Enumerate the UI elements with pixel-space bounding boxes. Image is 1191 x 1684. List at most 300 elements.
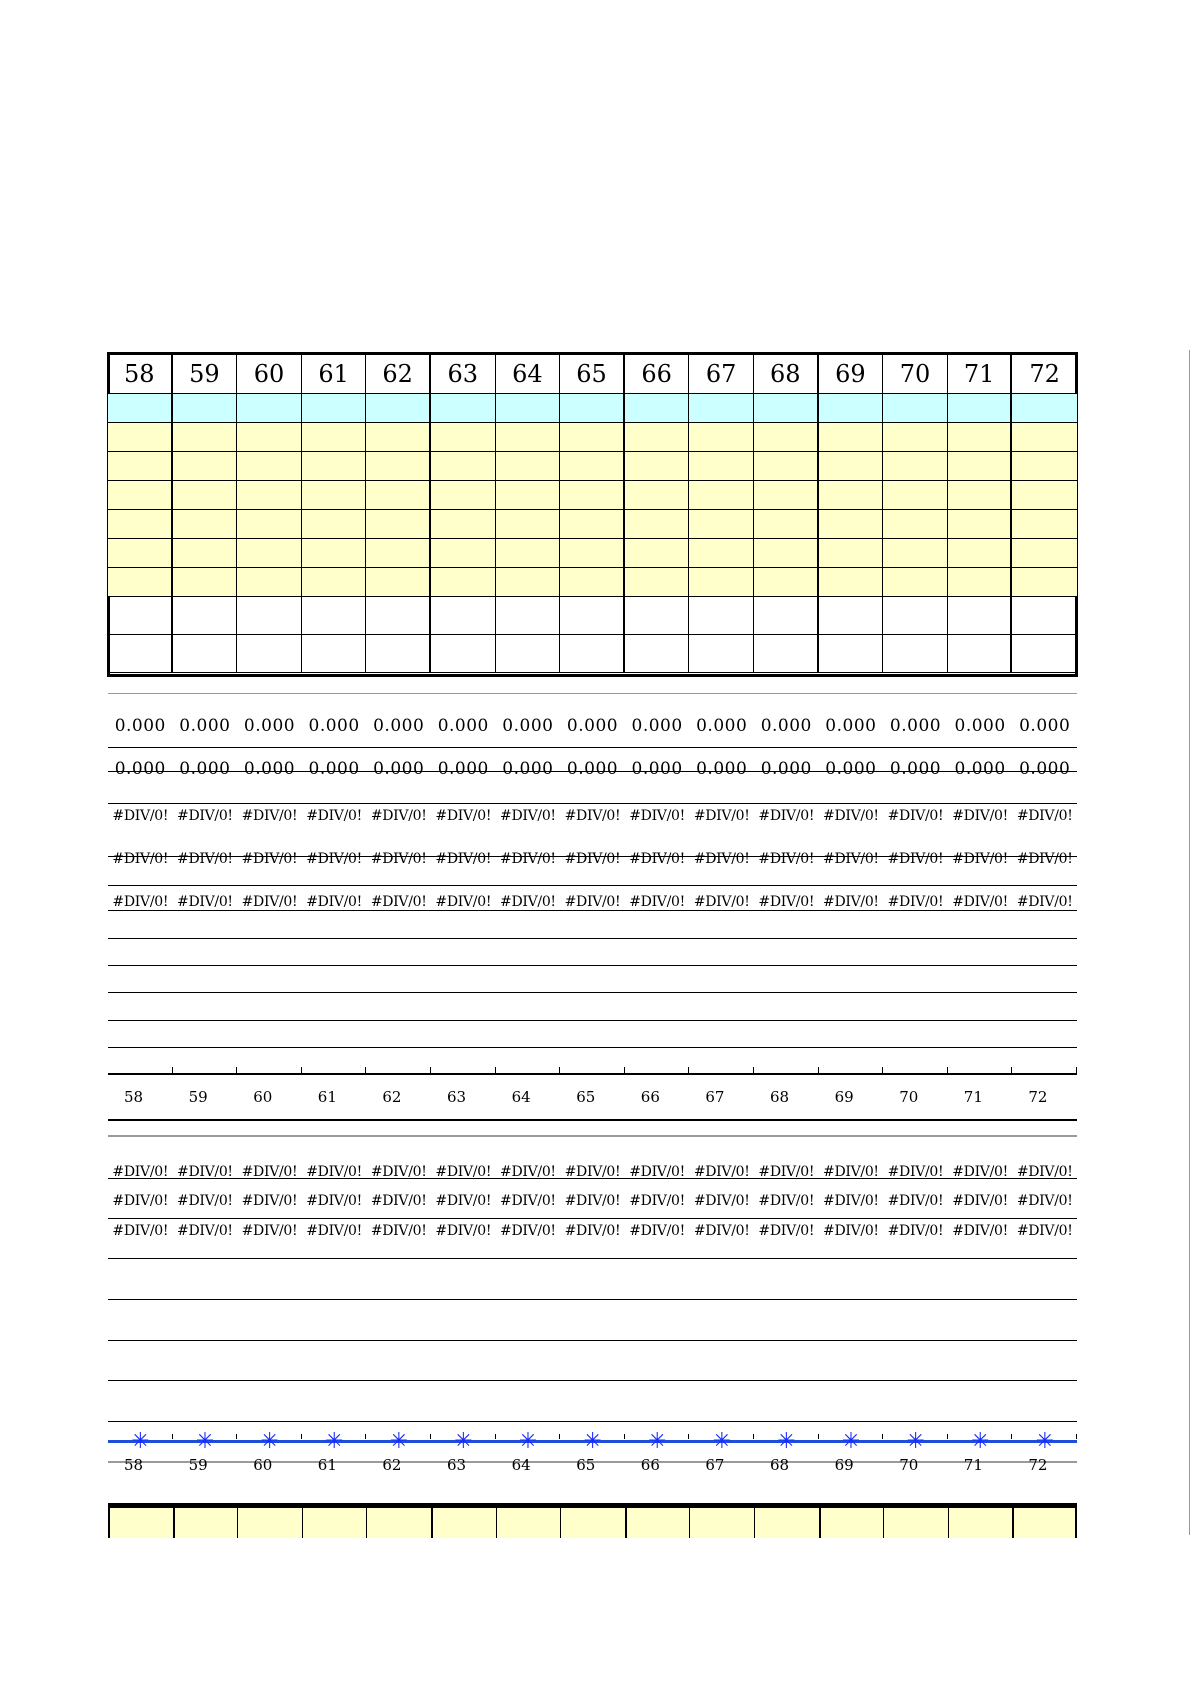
table-cell <box>108 510 173 539</box>
value-cell: #DIV/0! <box>500 1223 556 1239</box>
table-cell <box>819 510 884 539</box>
table-cell <box>948 510 1013 539</box>
axis-tick <box>688 1434 689 1439</box>
value-cell: #DIV/0! <box>435 808 492 824</box>
table-cell <box>948 1508 1013 1538</box>
table-cell <box>883 1508 948 1538</box>
table-cell <box>1012 568 1077 597</box>
value-cell: #DIV/0! <box>887 1193 944 1209</box>
div-row-1 <box>108 808 1077 824</box>
value-cell: 0.000 <box>243 716 296 736</box>
value-cell: #DIV/0! <box>823 851 879 867</box>
table-cell <box>560 539 625 568</box>
table-cell <box>366 452 431 481</box>
table-cell <box>302 452 367 481</box>
table-cell <box>948 394 1013 423</box>
value-cell: #DIV/0! <box>629 1164 685 1180</box>
table-cell <box>431 423 496 452</box>
table-cell <box>1012 481 1077 510</box>
table-cell <box>819 568 884 597</box>
table-cell <box>883 597 948 635</box>
axis-tick <box>947 1067 948 1073</box>
x-axis-1-labels <box>108 1088 1077 1106</box>
axis-tick <box>753 1067 754 1073</box>
table-cell <box>754 568 819 597</box>
axis-tick-label: 67 <box>705 1088 725 1106</box>
column-header: 66 <box>625 354 690 394</box>
value-cell: #DIV/0! <box>758 1223 815 1239</box>
axis-tick-label: 62 <box>382 1088 402 1106</box>
axis-tick <box>1076 1434 1077 1439</box>
value-cell: #DIV/0! <box>177 1164 233 1180</box>
asterisk-marker-icon: ✳ <box>454 1429 473 1454</box>
value-cell: #DIV/0! <box>693 1164 750 1180</box>
axis-tick <box>495 1067 496 1073</box>
value-cell: 0.000 <box>954 759 1006 779</box>
value-cell: 0.000 <box>373 759 425 779</box>
asterisk-marker-icon: ✳ <box>260 1429 279 1454</box>
table-cell <box>108 394 173 423</box>
axis-tick-label: 71 <box>963 1456 983 1474</box>
value-cell: 0.000 <box>566 759 619 779</box>
table-cell <box>883 568 948 597</box>
column-header: 62 <box>366 354 431 394</box>
axis-tick <box>753 1434 754 1439</box>
table-cell <box>1012 423 1077 452</box>
table-cell <box>237 1508 302 1538</box>
value-cell: 0.000 <box>502 759 554 779</box>
table-cell <box>948 635 1013 673</box>
table-cell <box>689 510 754 539</box>
asterisk-marker-icon: ✳ <box>971 1429 990 1454</box>
axis-tick <box>301 1067 302 1073</box>
table-cell <box>366 597 431 635</box>
value-cell: #DIV/0! <box>112 1223 169 1239</box>
value-cell: 0.000 <box>373 716 425 736</box>
table-cell <box>689 539 754 568</box>
axis-tick-label: 71 <box>963 1088 983 1106</box>
value-cell: #DIV/0! <box>435 894 492 910</box>
value-cell: 0.000 <box>114 716 166 736</box>
div-row-6 <box>108 1223 1077 1239</box>
table-cell <box>625 635 690 673</box>
value-cell: #DIV/0! <box>887 808 944 824</box>
lower-table-fragment <box>108 1503 1077 1538</box>
table-cell <box>625 452 690 481</box>
table-cell <box>625 1508 690 1538</box>
table-cell <box>560 635 625 673</box>
table-cell <box>625 481 690 510</box>
axis-tick-label: 66 <box>640 1088 660 1106</box>
table-cell <box>496 635 561 673</box>
axis-tick-label: 68 <box>769 1456 790 1474</box>
value-cell: #DIV/0! <box>370 808 427 824</box>
value-cell: #DIV/0! <box>177 808 233 824</box>
value-cell: #DIV/0! <box>177 851 233 867</box>
value-cell: #DIV/0! <box>952 808 1008 824</box>
axis-tick <box>236 1434 237 1439</box>
table-cell <box>754 394 819 423</box>
table-cell <box>302 481 367 510</box>
table-cell <box>173 1508 238 1538</box>
row-rule <box>108 965 1077 966</box>
table-cell <box>819 394 884 423</box>
table-cell <box>689 597 754 635</box>
value-cell: 0.000 <box>760 716 812 736</box>
table-cell <box>173 452 238 481</box>
table-cell <box>1012 510 1077 539</box>
value-cell: #DIV/0! <box>435 851 492 867</box>
table-cell <box>754 1508 819 1538</box>
table-cell <box>1012 394 1077 423</box>
axis-tick <box>365 1434 366 1439</box>
table-cell <box>754 423 819 452</box>
value-cell: 0.000 <box>1019 759 1071 779</box>
value-cell: #DIV/0! <box>112 894 169 910</box>
table-cell <box>689 635 754 673</box>
table-cell <box>302 568 367 597</box>
value-cell: 0.000 <box>566 716 619 736</box>
column-header: 71 <box>948 354 1013 394</box>
axis-tick-label: 70 <box>899 1456 919 1474</box>
axis-tick <box>430 1434 431 1439</box>
table-cell <box>883 510 948 539</box>
value-cell: #DIV/0! <box>629 851 685 867</box>
axis-tick <box>818 1067 819 1073</box>
value-cell: 0.000 <box>114 759 166 779</box>
value-cell: #DIV/0! <box>823 1223 879 1239</box>
table-cell <box>431 539 496 568</box>
column-header: 64 <box>496 354 561 394</box>
asterisk-marker-icon: ✳ <box>648 1429 667 1454</box>
value-cell: #DIV/0! <box>952 1164 1008 1180</box>
row-rule <box>108 1218 1077 1219</box>
column-header: 70 <box>883 354 948 394</box>
value-cell: #DIV/0! <box>306 1223 362 1239</box>
section-divider <box>108 693 1077 694</box>
axis-tick-label: 58 <box>124 1456 144 1474</box>
column-header: 67 <box>689 354 754 394</box>
table-cell <box>689 1508 754 1538</box>
column-header: 63 <box>431 354 496 394</box>
row-rule <box>108 1380 1077 1381</box>
page-edge-rule <box>1189 350 1190 1535</box>
row-rule <box>108 885 1077 886</box>
div-row-5 <box>108 1193 1077 1209</box>
value-cell: #DIV/0! <box>306 1193 362 1209</box>
asterisk-marker-icon: ✳ <box>906 1429 925 1454</box>
row-rule <box>108 803 1077 804</box>
value-cell: #DIV/0! <box>693 1223 750 1239</box>
axis-tick-label: 63 <box>446 1088 467 1106</box>
value-cell: 0.000 <box>631 716 683 736</box>
axis-tick <box>430 1067 431 1073</box>
table-cell <box>560 510 625 539</box>
row-rule <box>108 1047 1077 1048</box>
table-cell <box>1012 1508 1077 1538</box>
axis-tick <box>688 1067 689 1073</box>
axis-tick <box>947 1434 948 1439</box>
value-cell: #DIV/0! <box>629 808 685 824</box>
table-cell <box>431 597 496 635</box>
value-cell: #DIV/0! <box>177 894 233 910</box>
table-cell <box>625 568 690 597</box>
table-cell <box>173 423 238 452</box>
value-cell: #DIV/0! <box>629 1193 685 1209</box>
table-cell <box>173 394 238 423</box>
table-cell <box>819 539 884 568</box>
table-cell <box>625 423 690 452</box>
table-cell <box>496 423 561 452</box>
value-cell: #DIV/0! <box>1016 851 1073 867</box>
axis-tick-label: 61 <box>317 1456 337 1474</box>
value-cell: 0.000 <box>696 716 748 736</box>
value-cell: 0.000 <box>760 759 812 779</box>
table-cell <box>302 423 367 452</box>
table-cell <box>431 394 496 423</box>
table-cell <box>948 481 1013 510</box>
value-cell: #DIV/0! <box>564 1193 621 1209</box>
table-cell <box>819 481 884 510</box>
row-rule <box>108 1258 1077 1259</box>
table-cell <box>237 635 302 673</box>
row-rule <box>108 938 1077 939</box>
value-cell: #DIV/0! <box>370 1164 427 1180</box>
value-cell: 0.000 <box>179 716 231 736</box>
value-cell: #DIV/0! <box>564 1164 621 1180</box>
table-cell <box>108 597 173 635</box>
table-cell <box>689 423 754 452</box>
axis-tick-label: 64 <box>511 1456 531 1474</box>
value-cell: #DIV/0! <box>758 894 815 910</box>
value-cell: 0.000 <box>954 716 1006 736</box>
asterisk-marker-icon: ✳ <box>131 1429 150 1454</box>
table-cell <box>108 568 173 597</box>
value-cell: #DIV/0! <box>306 808 362 824</box>
value-cell: #DIV/0! <box>629 1223 685 1239</box>
value-cell: 0.000 <box>889 759 942 779</box>
value-cell: #DIV/0! <box>952 894 1008 910</box>
value-cell: #DIV/0! <box>758 851 815 867</box>
row-rule <box>108 1340 1077 1341</box>
table-cell <box>108 481 173 510</box>
value-cell: 0.000 <box>696 759 748 779</box>
axis-tick <box>1011 1067 1012 1073</box>
value-cell: 0.000 <box>889 716 942 736</box>
table-cell <box>1012 597 1077 635</box>
value-cell: #DIV/0! <box>241 894 298 910</box>
table-cell <box>431 510 496 539</box>
table-cell <box>625 510 690 539</box>
value-cell: #DIV/0! <box>306 1164 362 1180</box>
value-cell: #DIV/0! <box>1016 1223 1073 1239</box>
table-cell <box>302 539 367 568</box>
row-rule <box>108 910 1077 911</box>
axis-tick <box>301 1434 302 1439</box>
asterisk-marker-icon: ✳ <box>325 1429 344 1454</box>
value-cell: #DIV/0! <box>693 894 750 910</box>
table-cell <box>431 635 496 673</box>
column-header: 61 <box>302 354 367 394</box>
table-cell <box>108 635 173 673</box>
table-cell <box>948 423 1013 452</box>
table-cell <box>366 1508 431 1538</box>
value-cell: #DIV/0! <box>564 894 621 910</box>
axis-tick <box>624 1067 625 1073</box>
table-cell <box>819 635 884 673</box>
axis-tick <box>365 1067 366 1073</box>
div-row-4 <box>108 1164 1077 1180</box>
value-cell: #DIV/0! <box>112 1193 169 1209</box>
asterisk-marker-icon: ✳ <box>583 1429 602 1454</box>
axis-tick <box>172 1434 173 1439</box>
table-cell <box>366 481 431 510</box>
value-cell: #DIV/0! <box>758 1164 815 1180</box>
axis-tick-label: 69 <box>834 1456 854 1474</box>
table-cell <box>496 510 561 539</box>
axis-tick <box>236 1067 237 1073</box>
row-rule <box>108 1299 1077 1300</box>
table-cell <box>754 635 819 673</box>
value-cell: #DIV/0! <box>500 1164 556 1180</box>
axis-tick-label: 70 <box>899 1088 919 1106</box>
table-cell <box>560 452 625 481</box>
table-cell <box>108 423 173 452</box>
axis-tick-label: 72 <box>1028 1456 1048 1474</box>
axis-tick <box>1011 1434 1012 1439</box>
table-cell <box>754 597 819 635</box>
table-cell <box>883 394 948 423</box>
table-cell <box>560 481 625 510</box>
axis-tick <box>559 1434 560 1439</box>
value-cell: #DIV/0! <box>823 1164 879 1180</box>
column-header: 68 <box>754 354 819 394</box>
table-cell <box>302 635 367 673</box>
div-row-3 <box>108 894 1077 910</box>
table-cell <box>108 1508 173 1538</box>
table-cell <box>237 452 302 481</box>
x-axis-2-labels <box>108 1456 1077 1474</box>
table-cell <box>819 452 884 481</box>
axis-tick-label: 60 <box>253 1456 273 1474</box>
table-cell <box>496 539 561 568</box>
table-cell <box>173 481 238 510</box>
table-cell <box>237 597 302 635</box>
axis-tick-label: 61 <box>317 1088 337 1106</box>
axis-tick-label: 59 <box>188 1088 208 1106</box>
asterisk-marker-icon: ✳ <box>777 1429 796 1454</box>
axis-tick <box>495 1434 496 1439</box>
table-cell <box>366 510 431 539</box>
value-cell: #DIV/0! <box>823 894 879 910</box>
value-cell: #DIV/0! <box>1016 894 1073 910</box>
value-cell: #DIV/0! <box>177 1193 233 1209</box>
table-cell <box>237 481 302 510</box>
table-cell <box>689 452 754 481</box>
table-cell <box>302 1508 367 1538</box>
value-cell: #DIV/0! <box>112 851 169 867</box>
value-cell: #DIV/0! <box>823 1193 879 1209</box>
table-bottom-rule <box>108 675 1077 677</box>
table-cell <box>173 568 238 597</box>
table-cell <box>108 452 173 481</box>
table-cell <box>689 394 754 423</box>
table-cell <box>173 539 238 568</box>
axis-tick-label: 69 <box>834 1088 854 1106</box>
value-cell: #DIV/0! <box>500 894 556 910</box>
table-cell <box>431 452 496 481</box>
column-header: 65 <box>560 354 625 394</box>
table-cell <box>302 394 367 423</box>
axis-tick <box>882 1434 883 1439</box>
value-cell: 0.000 <box>1019 716 1071 736</box>
column-header: 60 <box>237 354 302 394</box>
table-cell <box>496 481 561 510</box>
column-header: 58 <box>108 354 173 394</box>
table-cell <box>560 423 625 452</box>
asterisk-marker-icon: ✳ <box>841 1429 861 1454</box>
value-cell: #DIV/0! <box>306 894 362 910</box>
value-cell: 0.000 <box>631 759 683 779</box>
value-cell: #DIV/0! <box>952 851 1008 867</box>
value-cell: #DIV/0! <box>112 1164 169 1180</box>
table-cell <box>1012 635 1077 673</box>
value-cell: #DIV/0! <box>758 808 815 824</box>
axis-tick-label: 65 <box>576 1456 596 1474</box>
table-cell <box>883 635 948 673</box>
value-cell: #DIV/0! <box>370 1223 427 1239</box>
zero-row-1 <box>108 716 1077 736</box>
table-cell <box>560 568 625 597</box>
table-cell <box>883 539 948 568</box>
table-cell <box>302 597 367 635</box>
row-rule <box>108 1020 1077 1021</box>
table-cell <box>173 635 238 673</box>
table-cell <box>819 1508 884 1538</box>
value-cell: 0.000 <box>179 759 231 779</box>
value-cell: #DIV/0! <box>564 1223 621 1239</box>
column-header: 72 <box>1012 354 1077 394</box>
value-cell: #DIV/0! <box>241 1223 298 1239</box>
value-cell: #DIV/0! <box>241 851 298 867</box>
axis-tick-label: 66 <box>640 1456 660 1474</box>
value-cell: 0.000 <box>502 716 554 736</box>
value-cell: #DIV/0! <box>564 808 621 824</box>
axis-tick-label: 72 <box>1028 1088 1048 1106</box>
row-rule <box>108 747 1077 748</box>
table-cell <box>689 568 754 597</box>
value-cell: 0.000 <box>308 716 360 736</box>
value-cell: #DIV/0! <box>887 1164 944 1180</box>
table-cell <box>560 597 625 635</box>
table-cell <box>237 394 302 423</box>
axis-tick-label: 63 <box>446 1456 467 1474</box>
table-cell <box>496 394 561 423</box>
value-cell: 0.000 <box>243 759 296 779</box>
value-cell: #DIV/0! <box>564 851 621 867</box>
axis-tick <box>818 1434 819 1439</box>
axis-tick <box>624 1434 625 1439</box>
div-row-2 <box>108 851 1077 867</box>
table-cell <box>883 423 948 452</box>
axis-tick-label: 68 <box>769 1088 790 1106</box>
value-cell: #DIV/0! <box>758 1193 815 1209</box>
table-cell <box>108 539 173 568</box>
table-cell <box>625 539 690 568</box>
asterisk-marker-icon: ✳ <box>1035 1429 1055 1454</box>
axis-tick-label: 67 <box>705 1456 725 1474</box>
table-cell <box>625 394 690 423</box>
